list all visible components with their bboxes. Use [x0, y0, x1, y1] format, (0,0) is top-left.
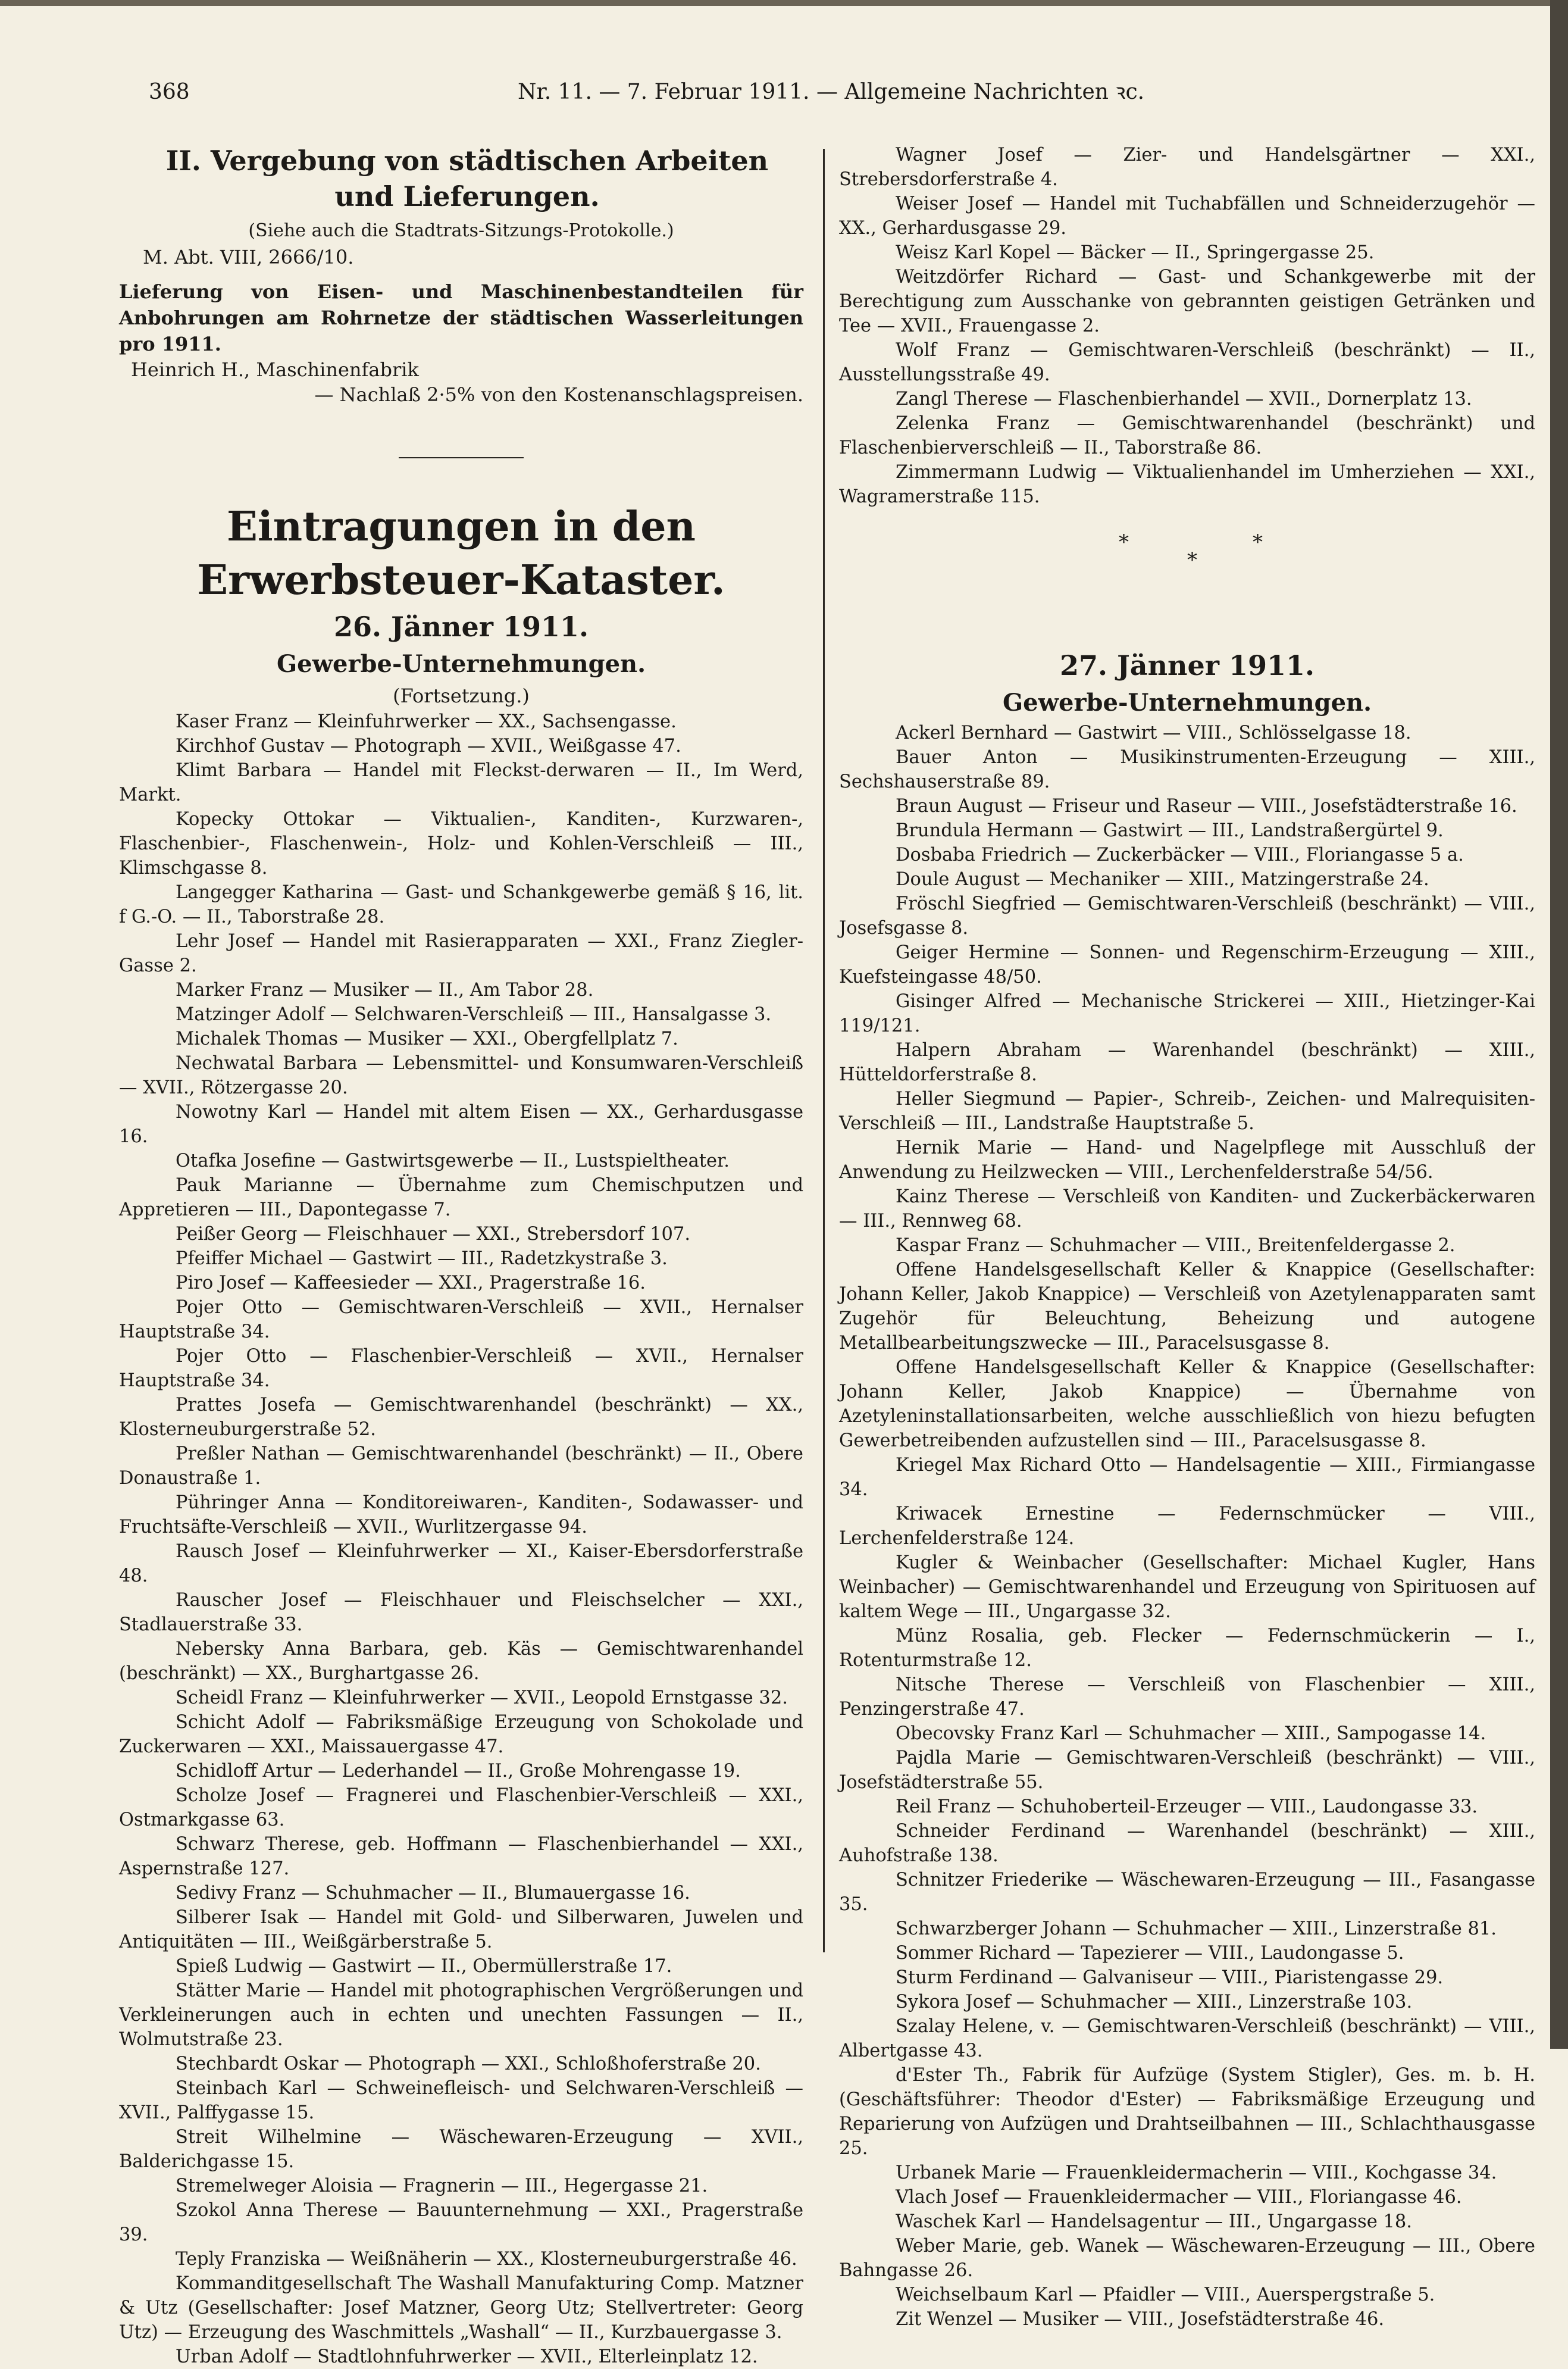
register-entry: Offene Handelsgesellschaft Keller & Knappice (Gesellschafter: Johann Keller, Jakob Knappice) — Verschleiß von Azetylenapparaten samt Zugehör für Beleuchtung, Beheizung und autogene Metallbearbeitungszwecke — III., Paracelsusgasse 8.	[839, 1259, 1535, 1354]
register-entry: Stechbardt Oskar — Photograph — XXI., Schloßhoferstraße 20.	[176, 2054, 761, 2074]
sub-heading: Gewerbe-Unternehmungen.	[1002, 689, 1372, 717]
register-entry: Spieß Ludwig — Gastwirt — II., Obermüllerstraße 17.	[176, 1956, 672, 1977]
register-entry: Kommanditgesellschaft The Washall Manufakturing Comp. Matzner & Utz (Gesellschafter: Josef Matzner, Georg Utz; Stellvertreter: Georg Utz) — Erzeugung des Waschmittels „Washall“ — II., Kurzbauergasse 3.	[119, 2273, 803, 2343]
register-entry: Sedivy Franz — Schuhmacher — II., Blumauergasse 16.	[176, 1883, 690, 1904]
register-entry: Urban Adolf — Stadtlohnfuhrwerker — XVII., Elterleinplatz 12.	[176, 2346, 758, 2367]
register-entry: Braun August — Friseur und Raseur — VIII., Josefstädterstraße 16.	[896, 796, 1517, 817]
register-entry: Münz Rosalia, geb. Flecker — Federnschmückerin — I., Rotenturmstraße 12.	[839, 1626, 1535, 1671]
register-entry: Urbanek Marie — Frauenkleidermacherin — VIII., Kochgasse 34.	[896, 2162, 1497, 2183]
entry-list-continued	[839, 143, 1535, 509]
register-entry: Steinbach Karl — Schweinefleisch- und Selchwaren-Verschleiß — XVII., Palffygasse 15.	[119, 2078, 803, 2123]
register-entry: Zimmermann Ludwig — Viktualienhandel im Umherziehen — XXI., Wagramerstraße 115.	[839, 462, 1535, 507]
register-entry: Peißer Georg — Fleischhauer — XXI., Strebersdorf 107.	[176, 1224, 691, 1245]
left-column	[119, 143, 803, 2369]
register-entry: Matzinger Adolf — Selchwaren-Verschleiß — III., Hansalgasse 3.	[176, 1004, 772, 1025]
register-entry: Wolf Franz — Gemischtwaren-Verschleiß (beschränkt) — II., Ausstellungsstraße 49.	[839, 340, 1535, 385]
section-note: (Siehe auch die Stadtrats-Sitzungs-Protokolle.)	[248, 220, 674, 241]
register-entry: Kirchhof Gustav — Photograph — XVII., Weißgasse 47.	[176, 736, 681, 757]
register-entry: Vlach Josef — Frauenkleidermacher — VIII., Floriangasse 46.	[896, 2187, 1462, 2208]
register-entry: Fröschl Siegfried — Gemischtwaren-Verschleiß (beschränkt) — VIII., Josefsgasse 8.	[839, 893, 1535, 939]
register-entry: Scholze Josef — Fragnerei und Flaschenbier-Verschleiß — XXI., Ostmarkgasse 63.	[119, 1785, 803, 1830]
register-entry: Schicht Adolf — Fabriksmäßige Erzeugung von Schokolade und Zuckerwaren — XXI., Maissauergasse 47.	[119, 1712, 803, 1757]
tender-discount: — Nachlaß 2·5% von den Kostenanschlagspreisen.	[314, 383, 803, 406]
star-separator	[839, 530, 1535, 608]
register-entry: Weitzdörfer Richard — Gast- und Schankgewerbe mit der Berechtigung zum Ausschanke von gebrannten geistigen Getränken und Tee — XVII., Frauengasse 2.	[839, 267, 1535, 336]
register-entry: Bauer Anton — Musikinstrumenten-Erzeugung — XIII., Sechshauserstraße 89.	[839, 747, 1535, 792]
register-entry: Szalay Helene, v. — Gemischtwaren-Verschleiß (beschränkt) — VIII., Albertgasse 43.	[839, 2016, 1535, 2061]
column-divider	[823, 149, 825, 1952]
date-heading: 26. Jänner 1911.	[333, 611, 589, 643]
register-entry: d'Ester Th., Fabrik für Aufzüge (System Stigler), Ges. m. b. H. (Geschäftsführer: Theodor d'Ester) — Fabriksmäßige Erzeugung und Reparierung von Aufzügen und Drahtseilbahnen — III., Schlachthausgasse 25.	[839, 2065, 1535, 2159]
register-entry: Nechwatal Barbara — Lebensmittel- und Konsumwaren-Verschleiß — XVII., Rötzergasse 20.	[119, 1053, 803, 1098]
register-entry: Piro Josef — Kaffeesieder — XXI., Pragerstraße 16.	[176, 1273, 646, 1293]
register-entry: Weichselbaum Karl — Pfaidler — VIII., Auerspergstraße 5.	[896, 2284, 1435, 2305]
register-entry: Gisinger Alfred — Mechanische Strickerei — XIII., Hietzinger-Kai 119/121.	[839, 991, 1535, 1036]
register-entry: Sturm Ferdinand — Galvaniseur — VIII., Piaristengasse 29.	[896, 1967, 1444, 1988]
register-entry: Dosbaba Friedrich — Zuckerbäcker — VIII., Floriangasse 5 a.	[896, 845, 1464, 865]
register-entry: Kugler & Weinbacher (Gesellschafter: Michael Kugler, Hans Weinbacher) — Gemischtwarenhandel und Erzeugung von Spirituosen auf kaltem Wege — III., Ungargasse 32.	[839, 1552, 1535, 1622]
sub-heading: Gewerbe-Unternehmungen.	[276, 650, 646, 678]
register-entry: Obecovsky Franz Karl — Schuhmacher — XIII., Sampogasse 14.	[896, 1723, 1486, 1744]
star-icon: *	[1119, 530, 1129, 554]
register-entry: Otafka Josefine — Gastwirtsgewerbe — II., Lustspieltheater.	[176, 1151, 730, 1171]
register-entry: Kaspar Franz — Schuhmacher — VIII., Breitenfeldergasse 2.	[896, 1235, 1456, 1256]
register-entry: Sykora Josef — Schuhmacher — XIII., Linzerstraße 103.	[896, 1992, 1413, 2012]
register-entry: Heller Siegmund — Papier-, Schreib-, Zeichen- und Malrequisiten-Verschleiß — III., Landstraße Hauptstraße 5.	[839, 1089, 1535, 1134]
tender-company: Heinrich H., Maschinenfabrik	[131, 358, 419, 381]
register-entry: Rauscher Josef — Fleischhauer und Fleischselcher — XXI., Stadlauerstraße 33.	[119, 1590, 803, 1635]
date-heading: 27. Jänner 1911.	[1059, 649, 1315, 682]
running-title: Nr. 11. — 7. Februar 1911. — Allgemeine Nachrichten ꝛc.	[518, 80, 1145, 104]
register-entry: Offene Handelsgesellschaft Keller & Knappice (Gesellschafter: Johann Keller, Jakob Knappice) — Übernahme von Azetyleninstallationsarbeiten, welche ausschließlich von hiezu befugten Gewerbetreibenden aufzustellen sind — III., Paracelsusgasse 8.	[839, 1357, 1535, 1451]
register-entry: Pauk Marianne — Übernahme zum Chemischputzen und Appretieren — III., Dapontegasse 7.	[119, 1175, 803, 1220]
register-entry: Pühringer Anna — Konditoreiwaren-, Kanditen-, Sodawasser- und Fruchtsäfte-Verschleiß — XVII., Wurlitzergasse 94.	[119, 1492, 803, 1537]
tender-title: Lieferung von Eisen- und Maschinenbestandteilen für Anbohrungen am Rohrnetze der städtischen Wasserleitungen pro 1911.	[119, 280, 803, 355]
page-header	[149, 71, 1148, 113]
department-reference: M. Abt. VIII, 2666/10.	[143, 246, 354, 268]
star-icon: *	[1187, 548, 1197, 572]
register-entry: Pojer Otto — Flaschenbier-Verschleiß — XVII., Hernalser Hauptstraße 34.	[119, 1346, 803, 1391]
register-entry: Kriwacek Ernestine — Federnschmücker — VIII., Lerchenfelderstraße 124.	[839, 1504, 1535, 1549]
register-entry: Kriegel Max Richard Otto — Handelsagentie — XIII., Firmiangasse 34.	[839, 1455, 1535, 1500]
register-entry: Teply Franziska — Weißnäherin — XX., Klosterneuburgerstraße 46.	[176, 2249, 797, 2270]
register-entry: Waschek Karl — Handelsagentur — III., Ungargasse 18.	[896, 2211, 1412, 2232]
register-entry: Marker Franz — Musiker — II., Am Tabor 28.	[176, 980, 594, 1001]
star-icon: *	[1253, 530, 1263, 554]
register-entry: Zelenka Franz — Gemischtwarenhandel (beschränkt) und Flaschenbierverschleiß — II., Taborstraße 86.	[839, 413, 1535, 458]
register-entry: Silberer Isak — Handel mit Gold- und Silberwaren, Juwelen und Antiquitäten — III., Weißgärberstraße 5.	[119, 1907, 803, 1952]
register-entry: Doule August — Mechaniker — XIII., Matzingerstraße 24.	[896, 869, 1429, 890]
register-entry: Preßler Nathan — Gemischtwarenhandel (beschränkt) — II., Obere Donaustraße 1.	[119, 1443, 803, 1489]
register-entry: Streit Wilhelmine — Wäschewaren-Erzeugung — XVII., Balderichgasse 15.	[119, 2127, 803, 2172]
register-entry: Zit Wenzel — Musiker — VIII., Josefstädterstraße 46.	[896, 2309, 1385, 2330]
section-divider	[399, 457, 524, 458]
register-entry: Weisz Karl Kopel — Bäcker — II., Springergasse 25.	[896, 242, 1375, 263]
register-entry: Pojer Otto — Gemischtwaren-Verschleiß — XVII., Hernalser Hauptstraße 34.	[119, 1297, 803, 1342]
register-entry: Zangl Therese — Flaschenbierhandel — XVII., Dornerplatz 13.	[896, 389, 1472, 410]
register-entry: Kopecky Ottokar — Viktualien-, Kanditen-, Kurzwaren-, Flaschenbier-, Flaschenwein-, Holz- und Kohlen-Verschleiß — III., Klimschgasse 8.	[119, 809, 803, 879]
register-entry: Kainz Therese — Verschleiß von Kanditen- und Zuckerbäckerwaren — III., Rennweg 68.	[839, 1186, 1535, 1232]
register-entry: Kaser Franz — Kleinfuhrwerker — XX., Sachsengasse.	[176, 711, 677, 732]
register-entry: Sommer Richard — Tapezierer — VIII., Laudongasse 5.	[896, 1943, 1404, 1964]
register-entry: Schneider Ferdinand — Warenhandel (beschränkt) — XIII., Auhofstraße 138.	[839, 1821, 1535, 1866]
register-entry: Wagner Josef — Zier- und Handelsgärtner — XXI., Strebersdorferstraße 4.	[839, 145, 1535, 190]
register-entry: Pfeiffer Michael — Gastwirt — III., Radetzkystraße 3.	[176, 1248, 668, 1269]
register-entry: Ackerl Bernhard — Gastwirt — VIII., Schlösselgasse 18.	[896, 723, 1411, 743]
section-title: II. Vergebung von städtischen Arbeiten und Lieferungen.	[165, 145, 769, 212]
continuation-note: (Fortsetzung.)	[393, 685, 530, 707]
register-entry: Schidloff Artur — Lederhandel — II., Große Mohrengasse 19.	[176, 1761, 741, 1782]
register-entry: Nitsche Therese — Verschleiß von Flaschenbier — XIII., Penzingerstraße 47.	[839, 1674, 1535, 1720]
register-entry: Langegger Katharina — Gast- und Schankgewerbe gemäß § 16, lit. f G.-O. — II., Taborstraße 28.	[119, 882, 803, 927]
register-entry: Prattes Josefa — Gemischtwarenhandel (beschränkt) — XX., Klosterneuburgerstraße 52.	[119, 1395, 803, 1440]
register-entry: Hernik Marie — Hand- und Nagelpflege mit Ausschluß der Anwendung zu Heilzwecken — VIII., Lerchenfelderstraße 54/56.	[839, 1137, 1535, 1183]
register-entry: Reil Franz — Schuhoberteil-Erzeuger — VIII., Laudongasse 33.	[896, 1796, 1478, 1817]
register-entry: Scheidl Franz — Kleinfuhrwerker — XVII., Leopold Ernstgasse 32.	[176, 1687, 788, 1708]
register-entry: Brundula Hermann — Gastwirt — III., Landstraßergürtel 9.	[896, 820, 1444, 841]
register-entry: Schwarzberger Johann — Schuhmacher — XIII., Linzerstraße 81.	[896, 1918, 1497, 1939]
register-entry: Nowotny Karl — Handel mit altem Eisen — XX., Gerhardusgasse 16.	[119, 1102, 803, 1147]
register-entry: Schwarz Therese, geb. Hoffmann — Flaschenbierhandel — XXI., Aspernstraße 127.	[119, 1834, 803, 1879]
scan-right-edge	[1550, 0, 1568, 2049]
scan-top-edge	[0, 0, 1568, 6]
register-entry: Stätter Marie — Handel mit photographischen Vergrößerungen und Verkleinerungen auch in echten und unechten Fassungen — II., Wolmutstraße 23.	[119, 1980, 803, 2050]
register-entry: Klimt Barbara — Handel mit Fleckst-derwaren — II., Im Werd, Markt.	[119, 760, 803, 805]
register-entry: Pajdla Marie — Gemischtwaren-Verschleiß (beschränkt) — VIII., Josefstädterstraße 55.	[839, 1748, 1535, 1793]
entry-list	[119, 710, 803, 2369]
register-entry: Lehr Josef — Handel mit Rasierapparaten — XXI., Franz Ziegler-Gasse 2.	[119, 931, 803, 976]
register-entry: Szokol Anna Therese — Bauunternehmung — XXI., Pragerstraße 39.	[119, 2200, 803, 2245]
right-column	[839, 143, 1535, 2332]
register-entry: Schnitzer Friederike — Wäschewaren-Erzeugung — III., Fasangasse 35.	[839, 1870, 1535, 1915]
register-entry: Weiser Josef — Handel mit Tuchabfällen und Schneiderzugehör — XX., Gerhardusgasse 29.	[839, 193, 1535, 239]
register-entry: Halpern Abraham — Warenhandel (beschränkt) — XIII., Hütteldorferstraße 8.	[839, 1040, 1535, 1085]
register-entry: Weber Marie, geb. Wanek — Wäschewaren-Erzeugung — III., Obere Bahngasse 26.	[839, 2236, 1535, 2281]
entry-list	[839, 721, 1535, 2332]
register-entry: Stremelweger Aloisia — Fragnerin — III., Hegergasse 21.	[176, 2176, 708, 2196]
register-entry: Rausch Josef — Kleinfuhrwerker — XI., Kaiser-Ebersdorferstraße 48.	[119, 1541, 803, 1586]
register-title: Eintragungen in den Erwerbsteuer-Kataster.	[197, 503, 725, 604]
register-entry: Michalek Thomas — Musiker — XXI., Obergfellplatz 7.	[176, 1029, 678, 1049]
page-number: 368	[149, 80, 190, 104]
register-entry: Geiger Hermine — Sonnen- und Regenschirm-Erzeugung — XIII., Kuefsteingasse 48/50.	[839, 942, 1535, 987]
register-entry: Nebersky Anna Barbara, geb. Käs — Gemischtwarenhandel (beschränkt) — XX., Burghartgasse 26.	[119, 1639, 803, 1684]
